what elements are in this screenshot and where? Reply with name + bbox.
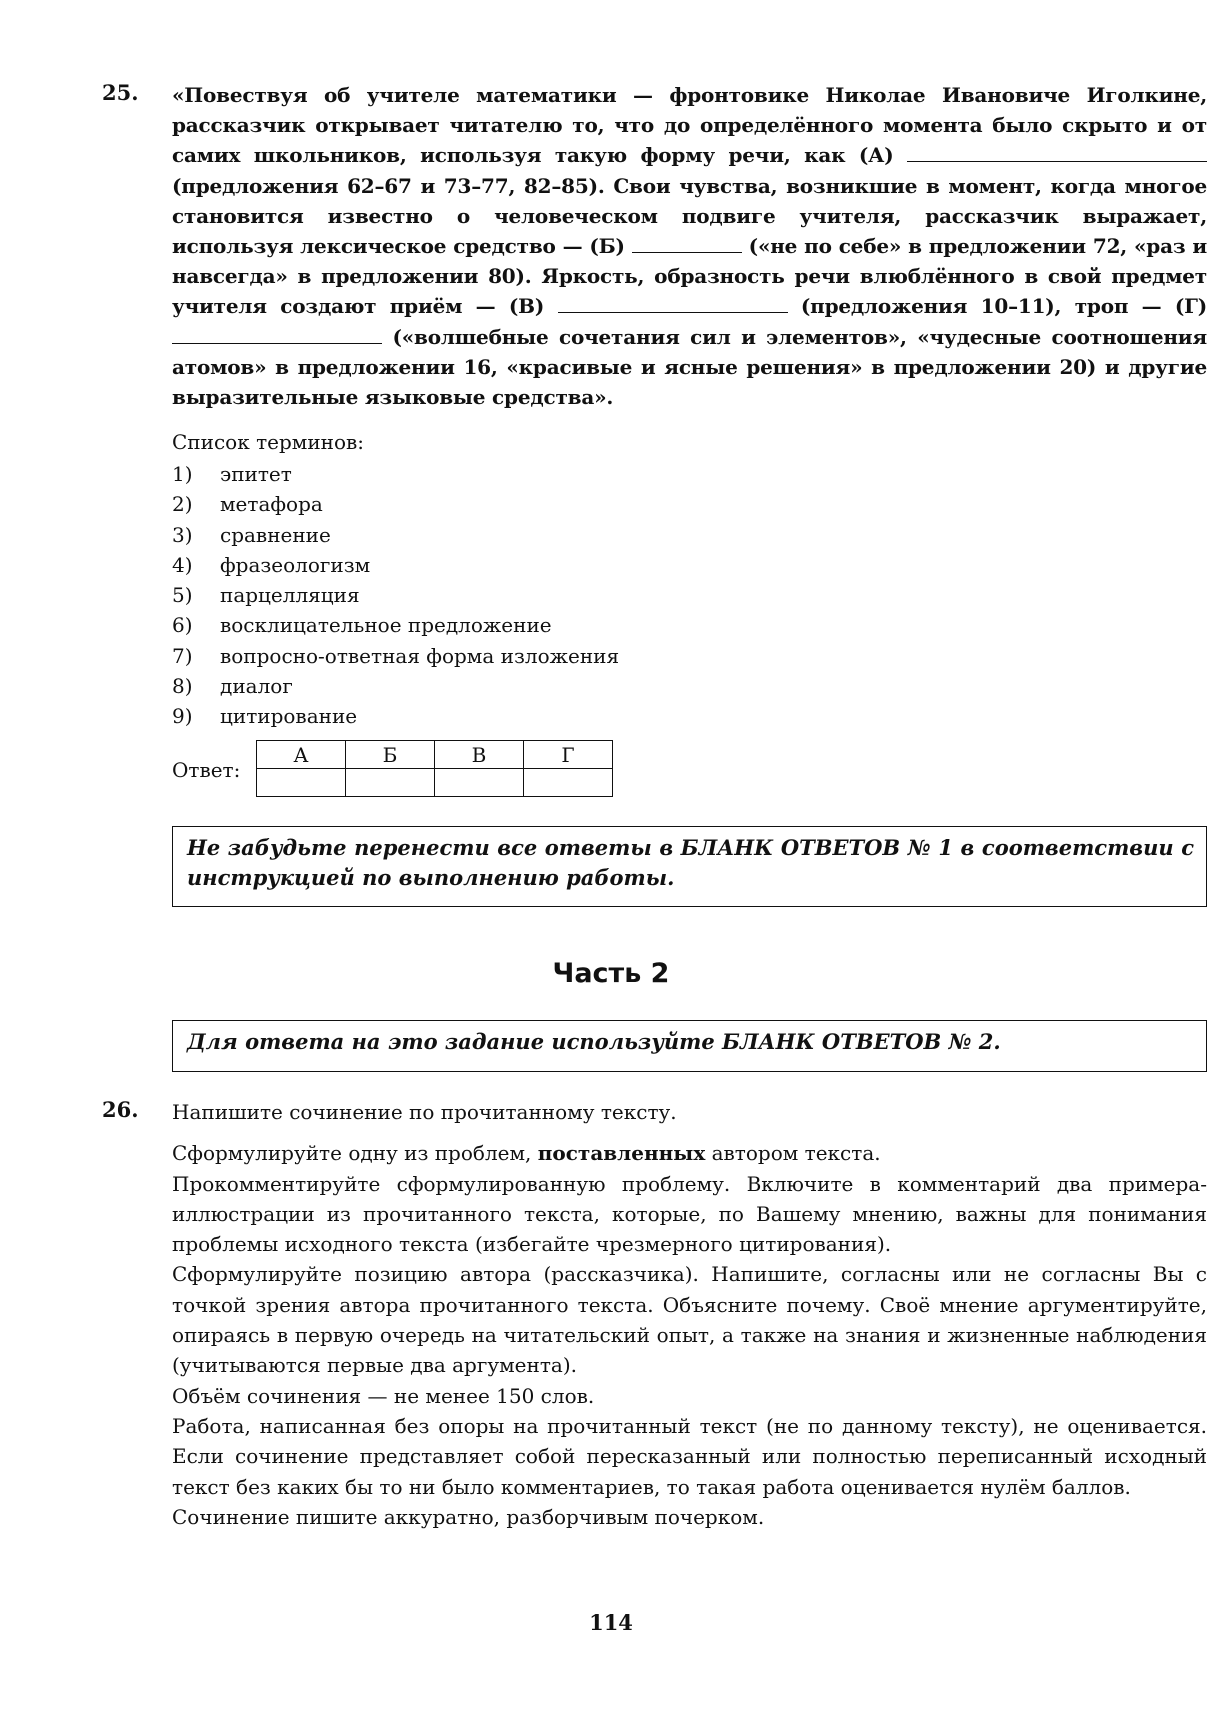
answer-cell-g[interactable] [524,769,613,797]
part-title: Часть 2 [552,958,670,989]
term-item: 2) метафора [172,492,323,517]
task-26-lead: Напишите сочинение по прочитанному тексту. [172,1100,677,1124]
terms-title: Список терминов: [172,430,365,454]
answer-cell-a[interactable] [257,769,346,797]
task-26-number: 26. [102,1097,139,1122]
answer-input-row [257,769,613,797]
task-25-number: 25. [102,80,139,105]
term-item: 3) сравнение [172,522,331,547]
answer-col-g: Г [524,741,613,769]
term-item: 5) парцелляция [172,583,360,608]
term-item: 8) диалог [172,674,293,699]
answer-header-row [257,741,613,769]
notice-answer-sheet-1: Не забудьте перенести все ответы в БЛАНК ОТВЕТОВ № 1 в соответствии с инструкцией по выполнению работы. [172,826,1207,907]
task-26-paragraph: Прокомментируйте сформулированную проблему. Включите в комментарий два примера-иллюстрации из прочитанного текста, которые, по Вашему мнению, важны для понимания проблемы исходного текста (избегайте чрезмерного цитирования). [172,1171,1207,1257]
blank-a [907,143,1207,162]
page-number: 114 [589,1610,633,1635]
task-26-paragraph: Работа, написанная без опоры на прочитанный текст (не по данному тексту), не оценивается. Если сочинение представляет собой пересказанный или полностью переписанный исходный текст без каких бы то ни было комментариев, то такая работа оценивается нулём баллов. [172,1413,1207,1499]
answer-col-b: Б [346,741,435,769]
task-26-paragraph: Сформулируйте одну из проблем, поставленных автором текста. [172,1141,881,1166]
task-26-text [172,1097,1207,1532]
term-item: 9) цитирование [172,704,358,729]
answer-col-v: В [435,741,524,769]
notice-answer-sheet-2: Для ответа на это задание используйте БЛАНК ОТВЕТОВ № 2. [172,1020,1207,1072]
task-26-paragraph: Сформулируйте позицию автора (рассказчика). Напишите, согласны или не согласны Вы с точкой зрения автора прочитанного текста. Объясните почему. Своё мнение аргументируйте, опираясь в первую очередь на читательский опыт, а также на знания и жизненные наблюдения (учитываются первые два аргумента). [172,1262,1207,1378]
blank-g [172,325,382,344]
blank-v [558,294,788,313]
terms-list [172,459,619,732]
term-item: 6) восклицательное предложение [172,613,552,638]
answer-cell-b[interactable] [346,769,435,797]
answer-label: Ответ: [172,758,241,782]
task-25-text: «Повествуя об учителе математики — фронтовике Николае Ивановиче Иголкине, рассказчик открывает читателю то, что до определённого момента было скрыто и от самих школьников, используя такую форму речи, как (А) (предложения 62–67 и 73–77, 82–85). Свои чувства, возникшие в момент, когда многое становится известно о человеческом подвиге учителя, рассказчик выражает, используя лексическое средство — (Б) («не по себе» в предложении 72, «раз и навсегда» в предложении 80). Яркость, образность речи влюблённого в свой предмет учителя создают приём — (В) (предложения 10–11), троп — (Г) («волшебные сочетания сил и элементов», «чудесные соотношения атомов» в предложении 16, «красивые и ясные решения» в предложении 20) и другие выразительные языковые средства». [172,83,1207,410]
answer-cell-v[interactable] [435,769,524,797]
answer-table [256,740,613,797]
term-item: 4) фразеологизм [172,552,371,577]
blank-b [632,234,742,253]
task-26-paragraph: Сочинение пишите аккуратно, разборчивым почерком. [172,1504,765,1529]
task-26-paragraph: Объём сочинения — не менее 150 слов. [172,1383,595,1408]
answer-col-a: А [257,741,346,769]
term-item: 7) вопросно-ответная форма изложения [172,643,620,668]
term-item: 1) эпитет [172,462,292,486]
